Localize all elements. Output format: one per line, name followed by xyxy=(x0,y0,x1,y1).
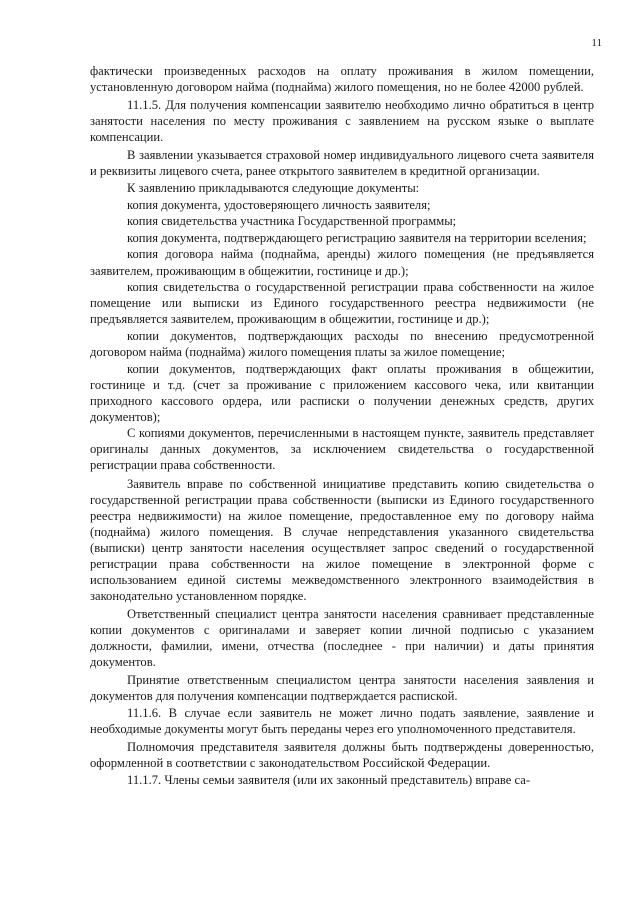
paragraph-documents-intro: К заявлению прикладываются следующие документы: xyxy=(127,180,420,195)
list-item-program-certificate: копия свидетельства участника Государственной программы; xyxy=(127,214,457,229)
paragraph-continuation: фактически произведенных расходов на оплату проживания в жилом помещении, установленную договором найма (поднайма) жилого помещения, но не более 42000 рублей. xyxy=(90,64,594,95)
paragraph-specialist-verification: Ответственный специалист центра занятости населения сравнивает представленные копии документов с оригиналами и заверяет копии личной подписью с указанием должности, фамилии, имени, отчества (последнее - при наличии) и даты принятия документов. xyxy=(90,606,594,670)
list-item-identity-document: копия документа, удостоверяющего личность заявителя; xyxy=(127,197,431,212)
paragraph-11-1-6: 11.1.6. В случае если заявитель не может лично подать заявление, заявление и необходимые документы могут быть переданы через его уполномоченного представителя. xyxy=(90,705,594,736)
list-item-hotel-payment-documents: копии документов, подтверждающих факт оплаты проживания в общежитии, гостинице и т.д. (счет за проживание с приложением кассового чека, или квитанции приходного кассового ордера, или расписки о получении денежных средств, других документов); xyxy=(90,361,594,424)
page-number: 11 xyxy=(591,37,602,49)
list-item-payment-documents: копии документов, подтверждающих расходы по внесению предусмотренной договором найма (поднайма) жилого помещения платы за жилое помещение; xyxy=(90,328,594,359)
paragraph-receipt: Принятие ответственным специалистом центра занятости населения заявления и документов для получения компенсации подтверждается распиской. xyxy=(90,673,594,704)
paragraph-account-details: В заявлении указывается страховой номер индивидуального лицевого счета заявителя и реквизиты лицевого счета, ранее открытого заявителем в кредитной организации. xyxy=(90,148,594,179)
list-item-registration-document: копия документа, подтверждающего регистрацию заявителя на территории вселения; xyxy=(127,230,587,245)
list-item-ownership-certificate: копия свидетельства о государственной регистрации права собственности на жилое помещение или выписки из Единого государственного реестра недвижимости (не предъявляется заявителем, проживающим в общежитии, гостинице и др.); xyxy=(90,280,594,327)
paragraph-own-initiative: Заявитель вправе по собственной инициативе представить копию свидетельства о государственной регистрации права собственности (выписки из Единого государственного реестра недвижимости) на жилое помещение, предоставленное ему по договору найма (поднайма) жилого помещения. В случае непредставления указанного свидетельства (выписки) центр занятости населения осуществляет запрос сведений о государственной регистрации права собственности на жилое помещение в электронной форме с использованием единой системы межведомственного электронного взаимодействия в законодательно установленном порядке. xyxy=(90,476,594,603)
body-text xyxy=(90,63,594,788)
paragraph-originals: С копиями документов, перечисленными в настоящем пункте, заявитель представляет оригиналы данных документов, за исключением свидетельства о государственной регистрации права собственности. xyxy=(90,426,594,473)
paragraph-11-1-7: 11.1.7. Члены семьи заявителя (или их законный представитель) вправе са- xyxy=(127,772,531,787)
list-item-lease-contract: копия договора найма (поднайма, аренды) жилого помещения (не предъявляется заявителем, проживающим в общежитии, гостинице и др.); xyxy=(90,247,594,278)
paragraph-power-of-attorney: Полномочия представителя заявителя должны быть подтверждены доверенностью, оформленной в соответствии с законодательством Российской Федерации. xyxy=(90,739,594,770)
paragraph-11-1-5: 11.1.5. Для получения компенсации заявителю необходимо лично обратиться в центр занятости населения по месту проживания с заявлением на русском языке о выплате компенсации. xyxy=(90,98,594,145)
